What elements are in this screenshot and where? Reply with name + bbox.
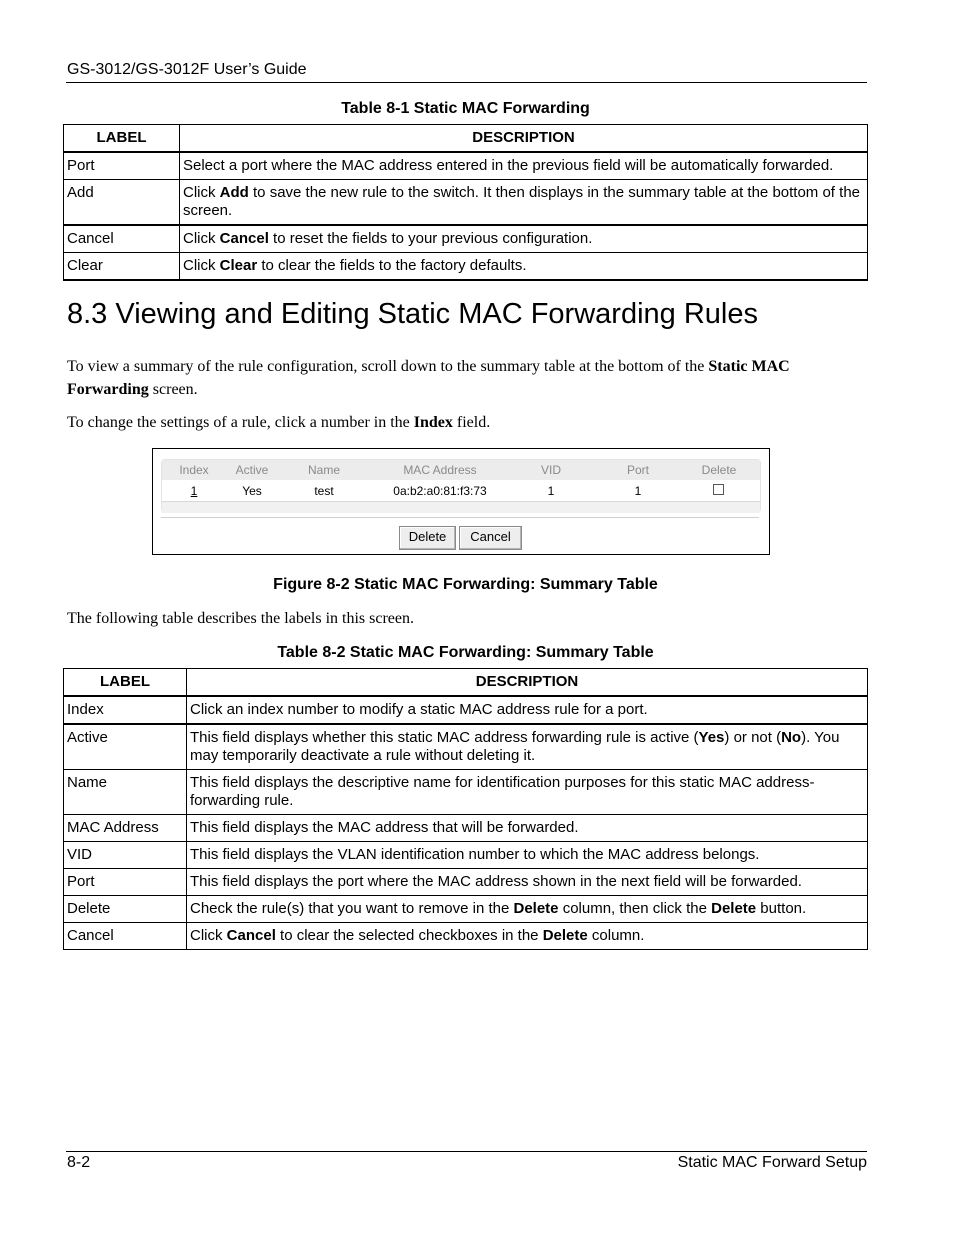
row-description [187,896,868,923]
text-run: This field displays the MAC address that will be forwarded. [190,819,579,836]
text-run: Click [183,257,220,274]
row-description [187,724,868,770]
table-row [64,253,868,281]
section-heading: 8.3 Viewing and Editing Static MAC Forwarding Rules [67,298,758,330]
text-run: to clear the selected checkboxes in the [275,927,543,944]
paragraph-change-settings [67,411,867,434]
text-run: Click [183,184,220,201]
bold-term: Delete [542,927,588,944]
footer-rule [66,1151,867,1152]
text-run: column. [587,927,645,944]
row-description [180,225,868,253]
row-description [187,770,868,815]
text-run: button. [756,900,807,917]
col-header-active: Active [235,463,269,477]
table-row [64,180,868,226]
table-row [64,152,868,180]
summary-table-footer-bar [162,501,760,513]
table1-caption: Table 8-1 Static MAC Forwarding [341,100,590,117]
row-description [180,180,868,226]
text-run: ). You may temporarily deactivate a rule without deleting it. [190,729,840,764]
row-label: Port [64,869,187,896]
table-row [64,815,868,842]
row-label: Cancel [64,225,180,253]
row-label: VID [64,842,187,869]
index-link[interactable]: 1 [190,484,198,498]
table-row [64,225,868,253]
row-name-value: test [314,484,334,498]
paragraph-following-table [67,607,867,630]
summary-table-panel [161,459,761,513]
text-run: To change the settings of a rule, click a number in the [67,414,414,431]
table1 [63,124,868,281]
row-description [187,923,868,950]
row-label: Active [64,724,187,770]
row-label: Add [64,180,180,226]
text-run: to clear the fields to the factory defaults. [257,257,527,274]
delete-checkbox[interactable] [713,484,724,495]
row-label: Delete [64,896,187,923]
text-run: This field displays the descriptive name for identification purposes for this static MAC address-forwarding rule. [190,774,815,809]
text-run: To view a summary of the rule configuration, scroll down to the summary table at the bottom of the [67,358,709,375]
row-label: MAC Address [64,815,187,842]
summary-table-row [162,481,760,501]
row-port-value: 1 [634,484,642,498]
row-description [180,152,868,180]
text-run: The following table describes the labels in this screen. [67,610,415,627]
chapter-title: Static MAC Forward Setup [677,1154,867,1171]
text-run: This field displays the VLAN identification number to which the MAC address belongs. [190,846,760,863]
summary-table-screenshot [152,448,770,555]
page-number: 8-2 [67,1154,91,1171]
text-run: Click an index number to modify a static MAC address rule for a port. [190,701,648,718]
bold-term: No [781,729,802,746]
row-label: Cancel [64,923,187,950]
row-vid-value: 1 [547,484,555,498]
table2-label-header: LABEL [64,669,187,697]
text-run: to save the new rule to the switch. It then displays in the summary table at the bottom of the screen. [183,184,860,219]
text-run: This field displays the port where the MAC address shown in the next field will be forwarded. [190,873,802,890]
bold-term: Yes [698,729,725,746]
table-row [64,724,868,770]
text-run: field. [452,414,491,431]
table1-label-header: LABEL [64,125,180,153]
paragraph-summary-intro [67,355,867,401]
table-row [64,842,868,869]
row-active-value: Yes [242,484,262,498]
bold-term: Static MAC Forwarding [67,358,790,398]
text-run: This field displays whether this static MAC address forwarding rule is active ( [190,729,699,746]
col-header-port: Port [626,463,649,477]
bold-term: Cancel [219,230,269,247]
row-label: Clear [64,253,180,281]
delete-button[interactable]: Delete [399,526,456,550]
table-row [64,923,868,950]
row-description [187,815,868,842]
col-header-mac-address: MAC Address [403,463,477,477]
text-run: column, then click the [558,900,712,917]
row-description [187,842,868,869]
table-row [64,896,868,923]
row-label: Name [64,770,187,815]
col-header-name: Name [307,463,340,477]
bold-term: Delete [711,900,757,917]
button-separator [161,517,759,518]
text-run: ) or not ( [724,729,782,746]
text-run: Click [183,230,220,247]
table-row [64,770,868,815]
table1-description-header: DESCRIPTION [180,125,868,153]
col-header-delete: Delete [701,463,737,477]
text-run: Click [190,927,227,944]
row-description [187,869,868,896]
text-run: Check the rule(s) that you want to remove in the [190,900,514,917]
table-row [64,869,868,896]
table2-caption: Table 8-2 Static MAC Forwarding: Summary Table [277,644,654,661]
cancel-button[interactable]: Cancel [459,526,522,550]
col-header-vid: VID [540,463,561,477]
table2-description-header: DESCRIPTION [187,669,868,697]
text-run: screen. [148,381,198,398]
figure-caption: Figure 8-2 Static MAC Forwarding: Summary Table [273,576,658,593]
bold-term: Add [219,184,249,201]
row-mac-value: 0a:b2:a0:81:f3:73 [393,484,487,498]
summary-table-header-row [162,460,760,480]
row-label: Index [64,696,187,724]
bold-term: Delete [513,900,559,917]
row-label: Port [64,152,180,180]
text-run: Select a port where the MAC address entered in the previous field will be automatically forwarded. [183,157,834,174]
bold-term: Clear [219,257,258,274]
row-description [180,253,868,281]
bold-term: Index [413,414,453,431]
bold-term: Cancel [226,927,276,944]
header-rule [66,82,867,83]
table2 [63,668,868,950]
table-row [64,696,868,724]
text-run: to reset the fields to your previous configuration. [268,230,593,247]
row-description [187,696,868,724]
running-header-title: GS-3012/GS-3012F User’s Guide [67,61,307,78]
col-header-index: Index [179,463,209,477]
